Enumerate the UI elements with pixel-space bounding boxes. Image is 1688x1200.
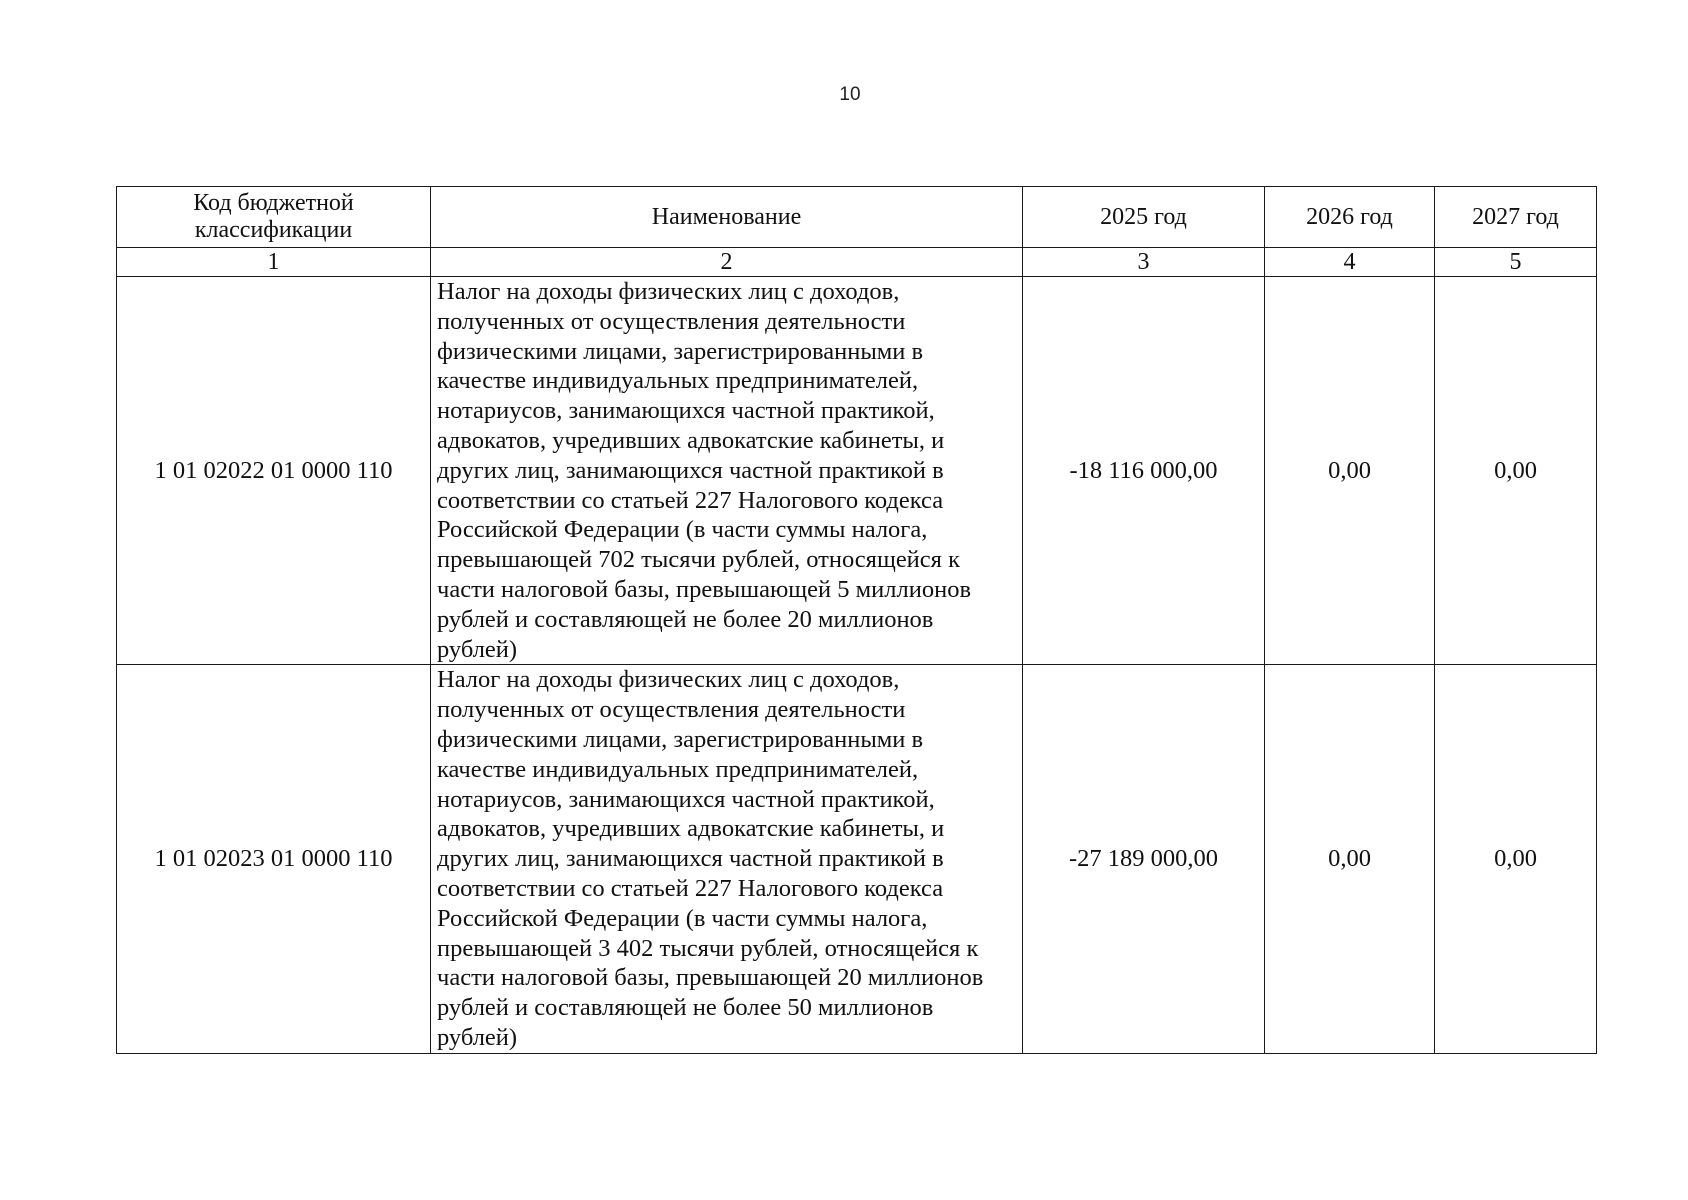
header-2026: 2026 год (1265, 187, 1435, 248)
column-number: 2 (431, 248, 1023, 277)
value-2027-cell: 0,00 (1435, 665, 1597, 1053)
header-2027: 2027 год (1435, 187, 1597, 248)
column-number: 4 (1265, 248, 1435, 277)
column-number: 5 (1435, 248, 1597, 277)
name-cell: Налог на доходы физических лиц с доходов, полученных от осуществления деятельности физическими лицами, зарегистрированными в качестве индивидуальных предпринимателей, нотариусов, занимающихся частной практикой, адвокатов, учредивших адвокатские кабинеты, и других лиц, занимающихся частной практикой в соответствии со статьей 227 Налогового кодекса Российской Федерации (в части суммы налога, превышающей 702 тысячи рублей, относящейся к части налоговой базы, превышающей 5 миллионов рублей и составляющей не более 20 миллионов рублей) (431, 277, 1023, 665)
column-number-row (117, 248, 1597, 277)
header-2025: 2025 год (1023, 187, 1265, 248)
table-row (117, 277, 1597, 665)
table-row (117, 665, 1597, 1053)
column-number: 3 (1023, 248, 1265, 277)
value-2025-cell: -18 116 000,00 (1023, 277, 1265, 665)
value-2025-cell: -27 189 000,00 (1023, 665, 1265, 1053)
budget-table (116, 186, 1597, 1054)
value-2026-cell: 0,00 (1265, 277, 1435, 665)
header-code: Код бюджетной классификации (117, 187, 431, 248)
budget-code-cell: 1 01 02023 01 0000 110 (117, 665, 431, 1053)
value-2027-cell: 0,00 (1435, 277, 1597, 665)
budget-code-cell: 1 01 02022 01 0000 110 (117, 277, 431, 665)
value-2026-cell: 0,00 (1265, 665, 1435, 1053)
header-row (117, 187, 1597, 248)
header-name: Наименование (431, 187, 1023, 248)
name-cell: Налог на доходы физических лиц с доходов, полученных от осуществления деятельности физическими лицами, зарегистрированными в качестве индивидуальных предпринимателей, нотариусов, занимающихся частной практикой, адвокатов, учредивших адвокатские кабинеты, и других лиц, занимающихся частной практикой в соответствии со статьей 227 Налогового кодекса Российской Федерации (в части суммы налога, превышающей 3 402 тысячи рублей, относящейся к части налоговой базы, превышающей 20 миллионов рублей и составляющей не более 50 миллионов рублей) (431, 665, 1023, 1053)
page-number: 10 (839, 84, 861, 105)
column-number: 1 (117, 248, 431, 277)
